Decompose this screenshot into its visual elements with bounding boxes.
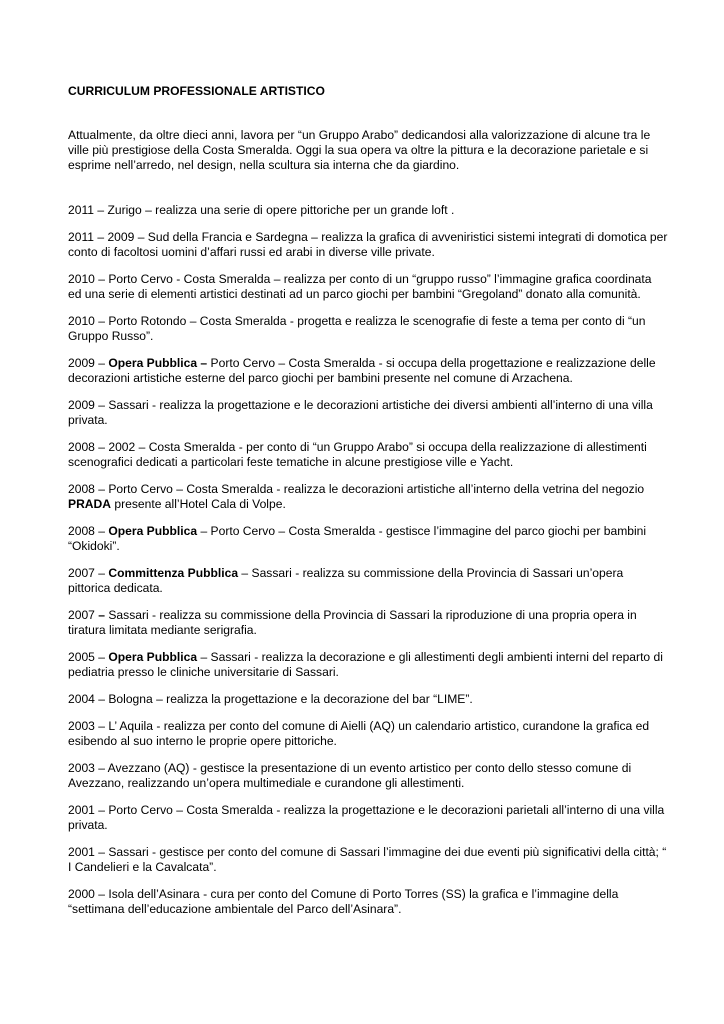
entry-text-pre: 2011 – Zurigo – realizza una serie di opere pittoriche per un grande loft . bbox=[68, 203, 455, 217]
cv-entry bbox=[68, 398, 668, 428]
cv-entry bbox=[68, 440, 668, 470]
cv-entry bbox=[68, 566, 668, 596]
entry-text-pre: 2000 – Isola dell’Asinara - cura per conto del Comune di Porto Torres (SS) la grafica e l’immagine della “settimana dell’educazione ambientale del Parco dell’Asinara”. bbox=[68, 887, 619, 916]
cv-entry-text bbox=[68, 272, 668, 302]
entry-text-pre: 2003 – L’ Aquila - realizza per conto del comune di Aielli (AQ) un calendario artistico, curandone la grafica ed esibendo al suo interno le proprie opere pittoriche. bbox=[68, 719, 650, 748]
cv-entry-text bbox=[68, 692, 668, 707]
cv-entry-text bbox=[68, 608, 668, 638]
cv-entry-text bbox=[68, 887, 668, 917]
entries-list bbox=[68, 203, 668, 917]
entry-text-pre: 2008 – 2002 – Costa Smeralda - per conto di “un Gruppo Arabo” si occupa della realizzazione di allestimenti scenografici dedicati a particolari feste tematiche in alcune prestigiose ville e Yacht. bbox=[68, 440, 647, 469]
entry-text-bold: – bbox=[98, 608, 105, 622]
cv-entry bbox=[68, 887, 668, 917]
entry-text-bold: Opera Pubblica bbox=[108, 524, 198, 538]
entry-text-post: – Sassari - realizza su commissione della Provincia di Sassari un’opera pittorica dedicata. bbox=[68, 566, 624, 595]
entry-text-pre: 2005 – bbox=[68, 650, 109, 664]
cv-entry bbox=[68, 524, 668, 554]
document-page bbox=[68, 84, 668, 929]
entry-text-pre: 2011 – 2009 – Sud della Francia e Sardegna – realizza la grafica di avveniristici sistemi integrati di domotica per conto di facoltosi uomini d’affari russi ed arabi in diverse ville private. bbox=[68, 230, 668, 259]
document-title: CURRICULUM PROFESSIONALE ARTISTICO bbox=[68, 84, 325, 98]
entry-text-post: Porto Cervo – Costa Smeralda - si occupa della progettazione e realizzazione delle decorazioni artistiche esterne del parco giochi per bambini presente nel comune di Arzachena. bbox=[68, 356, 656, 385]
cv-entry bbox=[68, 608, 668, 638]
entry-text-post: Sassari - realizza su commissione della Provincia di Sassari la riproduzione di una propria opera in tiratura limitata mediante serigrafia. bbox=[68, 608, 637, 637]
cv-entry bbox=[68, 314, 668, 344]
cv-entry-text bbox=[68, 761, 668, 791]
entry-text-pre: 2001 – Sassari - gestisce per conto del comune di Sassari l’immagine dei due eventi più significativi della città; “ I Candelieri e la Cavalcata”. bbox=[68, 845, 667, 874]
cv-entry bbox=[68, 356, 668, 386]
cv-entry-text bbox=[68, 230, 668, 260]
entry-text-pre: 2010 – Porto Cervo - Costa Smeralda – realizza per conto di un “gruppo russo” l’immagine grafica coordinata ed una serie di elementi artistici destinati ad un parco giochi per bambini “Gregoland” donato alla comunità. bbox=[68, 272, 652, 301]
entry-text-pre: 2003 – Avezzano (AQ) - gestisce la presentazione di un evento artistico per conto dello stesso comune di Avezzano, realizzando un’opera multimediale e curandone gli allestimenti. bbox=[68, 761, 632, 790]
entry-text-pre: 2007 – bbox=[68, 566, 109, 580]
cv-entry-text bbox=[68, 719, 668, 749]
cv-entry bbox=[68, 719, 668, 749]
cv-entry bbox=[68, 230, 668, 260]
entry-text-pre: 2004 – Bologna – realizza la progettazione e la decorazione del bar “LIME”. bbox=[68, 692, 473, 706]
cv-entry bbox=[68, 761, 668, 791]
entry-text-bold: Opera Pubblica – bbox=[108, 356, 208, 370]
intro-paragraph: Attualmente, da oltre dieci anni, lavora per “un Gruppo Arabo” dedicandosi alla valorizzazione di alcune tra le ville più prestigiose della Costa Smeralda. Oggi la sua opera va oltre la pittura e la decorazione parietale e si esprime nell’arredo, nel design, nella scultura sia interna che da giardino. bbox=[68, 128, 651, 172]
entry-text-pre: 2009 – bbox=[68, 356, 109, 370]
cv-entry bbox=[68, 203, 668, 218]
entry-text-pre: 2008 – bbox=[68, 524, 109, 538]
cv-entry bbox=[68, 803, 668, 833]
cv-entry bbox=[68, 650, 668, 680]
entry-text-bold: PRADA bbox=[68, 497, 112, 511]
cv-entry-text bbox=[68, 398, 668, 428]
cv-entry bbox=[68, 692, 668, 707]
entry-text-pre: 2008 – Porto Cervo – Costa Smeralda - realizza le decorazioni artistiche all’interno della vetrina del negozio bbox=[68, 482, 645, 496]
cv-entry-text bbox=[68, 356, 668, 386]
cv-entry-text bbox=[68, 650, 668, 680]
entry-text-pre: 2009 – Sassari - realizza la progettazione e le decorazioni artistiche dei diversi ambienti all’interno di una villa privata. bbox=[68, 398, 653, 427]
cv-entry-text bbox=[68, 314, 668, 344]
cv-entry-text bbox=[68, 524, 668, 554]
entry-text-pre: 2007 bbox=[68, 608, 99, 622]
cv-entry-text bbox=[68, 566, 668, 596]
entry-text-post: presente all’Hotel Cala di Volpe. bbox=[111, 497, 286, 511]
cv-entry bbox=[68, 482, 668, 512]
entry-text-pre: 2010 – Porto Rotondo – Costa Smeralda - progetta e realizza le scenografie di feste a tema per conto di “un Gruppo Russo”. bbox=[68, 314, 646, 343]
cv-entry-text bbox=[68, 440, 668, 470]
cv-entry-text bbox=[68, 203, 668, 218]
entry-text-post: – Sassari - realizza la decorazione e gli allestimenti degli ambienti interni del reparto di pediatria presso le cliniche universitarie di Sassari. bbox=[68, 650, 663, 679]
entry-text-bold: Opera Pubblica bbox=[108, 650, 198, 664]
cv-entry-text bbox=[68, 482, 668, 512]
cv-entry-text bbox=[68, 845, 668, 875]
entry-text-bold: Committenza Pubblica bbox=[108, 566, 239, 580]
cv-entry bbox=[68, 845, 668, 875]
cv-entry-text bbox=[68, 803, 668, 833]
cv-entry bbox=[68, 272, 668, 302]
entry-text-pre: 2001 – Porto Cervo – Costa Smeralda - realizza la progettazione e le decorazioni parietali all’interno di una villa privata. bbox=[68, 803, 665, 832]
entry-text-post: – Porto Cervo – Costa Smeralda - gestisce l’immagine del parco giochi per bambini “Okidoki”. bbox=[68, 524, 647, 553]
